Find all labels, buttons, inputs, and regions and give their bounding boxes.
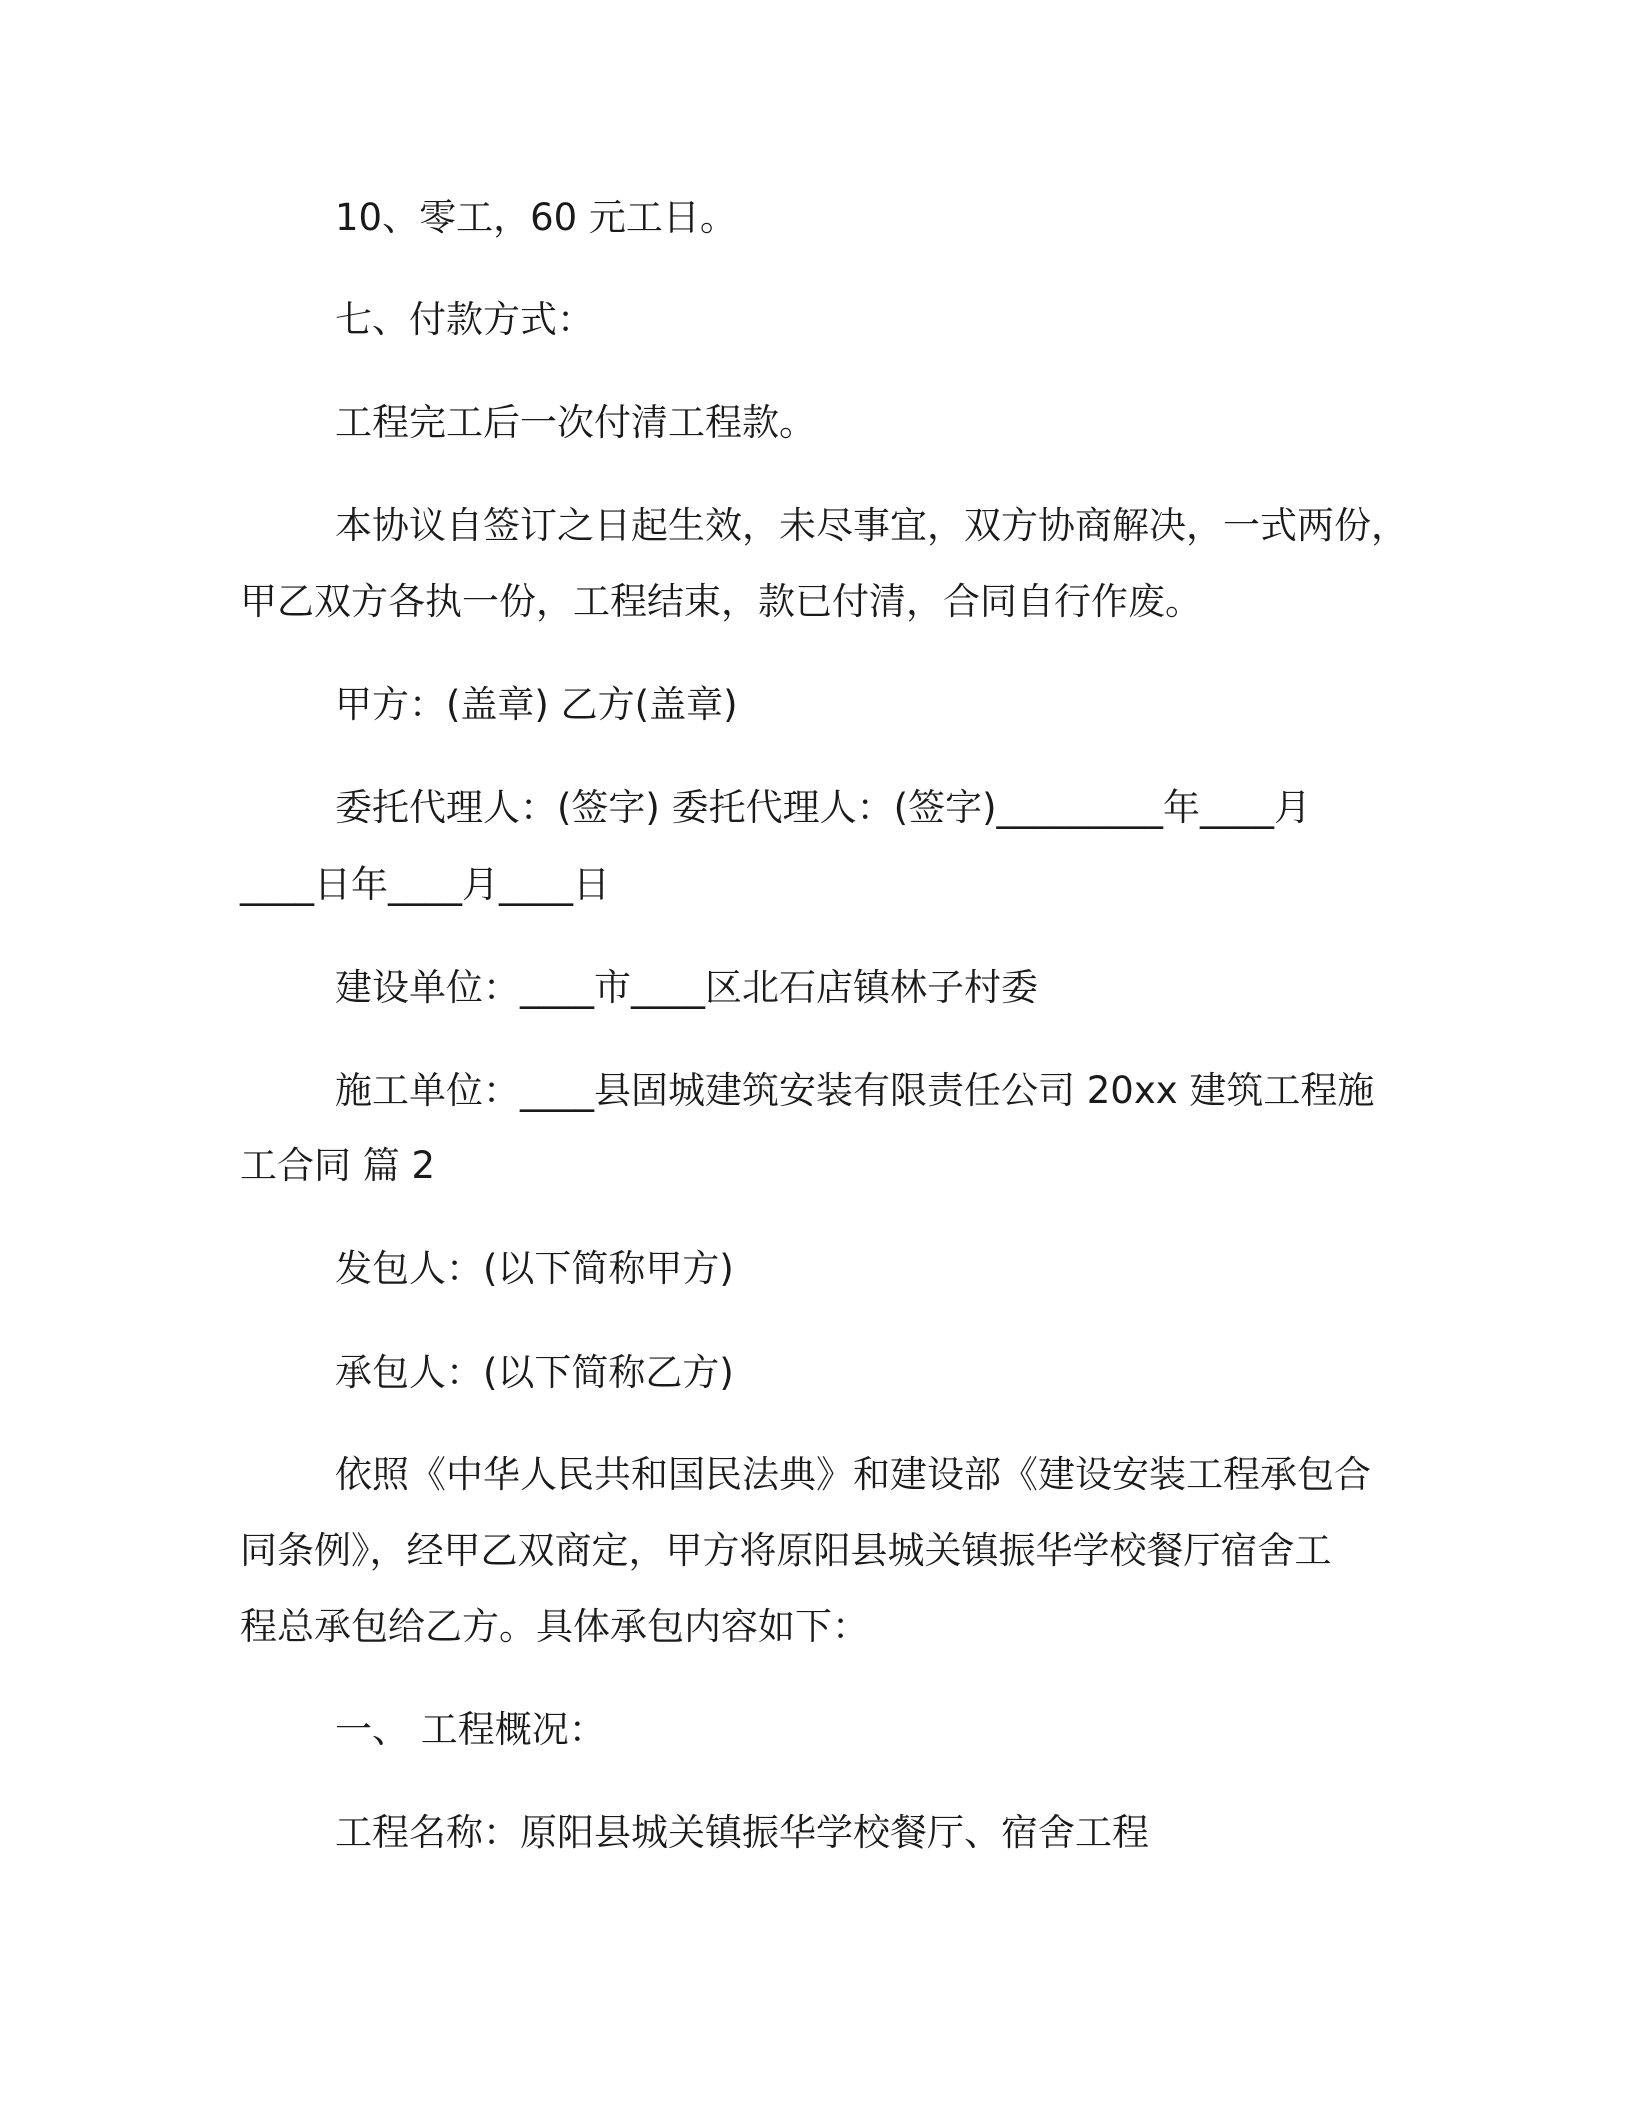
section-heading: 七、付款方式： xyxy=(335,298,594,341)
section-title: 工合同 篇 2 xyxy=(240,1144,436,1187)
paragraph-line: 工程名称：原阳县城关镇振华学校餐厅、宿舍工程 xyxy=(335,1811,1149,1854)
paragraph-line: 工程完工后一次付清工程款。 xyxy=(335,401,816,444)
paragraph-line: 依照《中华人民共和国民法典》和建设部《建设安装工程承包合 xyxy=(335,1453,1371,1496)
party-line: 承包人：(以下简称乙方) xyxy=(335,1351,734,1394)
section-heading: 一、 工程概况： xyxy=(335,1708,606,1751)
party-line: 发包人：(以下简称甲方) xyxy=(335,1247,734,1290)
paragraph-line: 程总承包给乙方。具体承包内容如下： xyxy=(240,1605,869,1648)
paragraph-line: 同条例》，经甲乙双商定，甲方将原阳县城关镇振华学校餐厅宿舍工 xyxy=(240,1529,1332,1572)
clause-line: 10、零工，60 元工日。 xyxy=(335,196,737,239)
signature-line: 甲方：(盖章) 乙方(盖章) xyxy=(335,683,738,726)
signature-line: 委托代理人：(签字) 委托代理人：(签字)_________年____月 xyxy=(335,786,1312,829)
paragraph-line: 本协议自签订之日起生效，未尽事宜，双方协商解决，一式两份， xyxy=(335,504,1408,547)
paragraph-line: 施工单位：____县固城建筑安装有限责任公司 20xx 建筑工程施 xyxy=(335,1069,1375,1112)
paragraph-line: 建设单位：____市____区北石店镇林子村委 xyxy=(335,966,1038,1009)
paragraph-line: 甲乙双方各执一份，工程结束，款已付清，合同自行作废。 xyxy=(240,580,1202,623)
date-line: ____日年____月____日 xyxy=(240,863,610,906)
